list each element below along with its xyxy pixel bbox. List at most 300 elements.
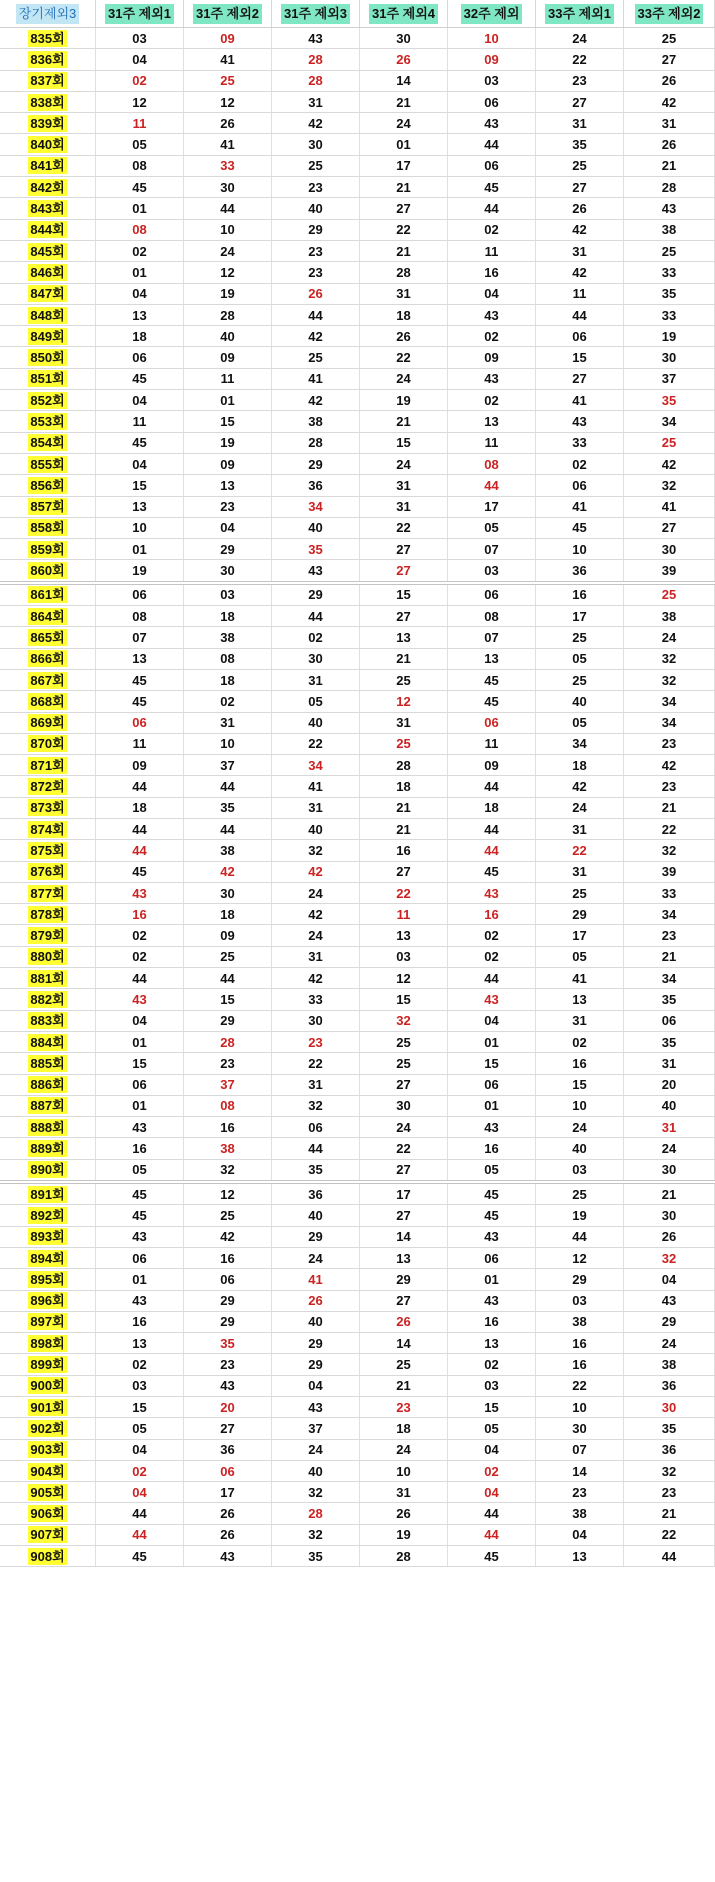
- number-cell: 04: [96, 1011, 184, 1031]
- column-header: [0, 0, 96, 27]
- number-cell: 13: [360, 1248, 448, 1268]
- table-row: [0, 606, 715, 627]
- number-cell: 09: [184, 347, 272, 367]
- number-cell-highlighted: 26: [272, 284, 360, 304]
- number-cell: 30: [272, 1011, 360, 1031]
- number-cell: 38: [624, 606, 715, 626]
- round-cell: [0, 1354, 96, 1374]
- number-cell: 01: [96, 1032, 184, 1052]
- round-cell: [0, 1205, 96, 1225]
- number-cell: 10: [536, 539, 624, 559]
- round-label: 906회: [30, 1506, 65, 1522]
- number-cell: 44: [624, 1546, 715, 1566]
- number-cell-highlighted: 33: [184, 156, 272, 176]
- table-row: [0, 369, 715, 390]
- number-cell: 04: [448, 1011, 536, 1031]
- number-cell: 26: [624, 1227, 715, 1247]
- number-cell: 23: [536, 71, 624, 91]
- number-cell: 06: [96, 347, 184, 367]
- number-cell: 12: [360, 968, 448, 988]
- number-cell: 07: [448, 627, 536, 647]
- number-cell: 43: [624, 1291, 715, 1311]
- round-label: 877회: [30, 885, 65, 901]
- number-cell: 18: [536, 755, 624, 775]
- round-cell: [0, 649, 96, 669]
- number-cell: 23: [272, 262, 360, 282]
- round-label: 852회: [30, 392, 65, 408]
- number-cell: 25: [536, 156, 624, 176]
- table-row: [0, 798, 715, 819]
- number-cell: 40: [272, 713, 360, 733]
- number-cell: 30: [272, 649, 360, 669]
- number-cell: 21: [360, 177, 448, 197]
- number-cell: 24: [360, 369, 448, 389]
- number-cell-highlighted: 37: [184, 1075, 272, 1095]
- table-row: [0, 585, 715, 606]
- number-cell: 29: [272, 1333, 360, 1353]
- table-row: [0, 691, 715, 712]
- table-row: [0, 92, 715, 113]
- number-cell: 30: [184, 177, 272, 197]
- number-cell: 27: [360, 1160, 448, 1180]
- round-cell: [0, 198, 96, 218]
- number-cell: 06: [448, 92, 536, 112]
- number-cell: 45: [448, 670, 536, 690]
- round-cell: [0, 776, 96, 796]
- round-cell: [0, 904, 96, 924]
- round-label: 838회: [30, 94, 65, 110]
- number-cell: 26: [360, 326, 448, 346]
- number-cell: 18: [184, 904, 272, 924]
- number-cell: 27: [360, 1291, 448, 1311]
- number-cell: 16: [96, 1138, 184, 1158]
- number-cell: 01: [448, 1096, 536, 1116]
- number-cell: 44: [96, 968, 184, 988]
- number-cell: 09: [448, 347, 536, 367]
- number-cell: 02: [536, 454, 624, 474]
- number-cell-highlighted: 02: [96, 71, 184, 91]
- round-cell: [0, 284, 96, 304]
- number-cell: 45: [448, 177, 536, 197]
- number-cell: 44: [272, 1138, 360, 1158]
- number-cell: 19: [360, 1525, 448, 1545]
- number-cell: 43: [448, 1227, 536, 1247]
- column-header: [448, 0, 536, 27]
- number-cell: 05: [536, 713, 624, 733]
- number-cell: 13: [536, 1546, 624, 1566]
- number-cell: 40: [272, 198, 360, 218]
- number-cell-highlighted: 25: [184, 71, 272, 91]
- round-label: 859회: [30, 541, 65, 557]
- round-label: 861회: [30, 587, 65, 603]
- number-cell: 34: [536, 734, 624, 754]
- round-cell: [0, 734, 96, 754]
- number-cell: 24: [536, 1117, 624, 1137]
- table-row: [0, 1333, 715, 1354]
- number-cell: 35: [624, 1418, 715, 1438]
- number-cell-highlighted: 08: [96, 220, 184, 240]
- number-cell: 22: [360, 347, 448, 367]
- number-cell: 26: [536, 198, 624, 218]
- number-cell: 12: [184, 262, 272, 282]
- number-cell: 17: [448, 497, 536, 517]
- round-label: 882회: [30, 992, 65, 1007]
- number-cell: 13: [448, 649, 536, 669]
- number-cell: 05: [96, 1160, 184, 1180]
- number-cell: 05: [448, 518, 536, 538]
- number-cell: 40: [624, 1096, 715, 1116]
- number-cell: 43: [96, 1227, 184, 1247]
- round-label: 883회: [30, 1013, 65, 1029]
- number-cell: 25: [360, 1032, 448, 1052]
- table-row: [0, 134, 715, 155]
- round-label: 841회: [30, 158, 65, 174]
- round-label: 901회: [30, 1399, 65, 1415]
- number-cell: 21: [360, 241, 448, 261]
- number-cell: 18: [184, 606, 272, 626]
- column-header-label: 31주 제외2: [193, 4, 262, 24]
- number-cell: 31: [360, 713, 448, 733]
- number-cell: 26: [360, 1503, 448, 1523]
- number-cell: 31: [360, 497, 448, 517]
- round-cell: [0, 1053, 96, 1073]
- round-label: 854회: [30, 435, 65, 451]
- round-cell: [0, 28, 96, 48]
- round-label: 843회: [30, 201, 65, 217]
- number-cell: 40: [272, 819, 360, 839]
- number-cell: 02: [448, 326, 536, 346]
- number-cell: 36: [184, 1440, 272, 1460]
- number-cell: 15: [184, 989, 272, 1009]
- number-cell: 21: [360, 649, 448, 669]
- number-cell: 39: [624, 560, 715, 580]
- table-row: [0, 347, 715, 368]
- number-cell: 15: [96, 1397, 184, 1417]
- round-label: 860회: [30, 563, 65, 579]
- number-cell: 13: [96, 649, 184, 669]
- number-cell: 16: [448, 262, 536, 282]
- round-label: 905회: [30, 1484, 65, 1500]
- number-cell-highlighted: 06: [96, 713, 184, 733]
- number-cell: 25: [536, 670, 624, 690]
- number-cell: 44: [96, 819, 184, 839]
- number-cell: 25: [272, 347, 360, 367]
- number-cell-highlighted: 26: [360, 1312, 448, 1332]
- round-label: 893회: [30, 1229, 65, 1245]
- table-row: [0, 156, 715, 177]
- number-cell-highlighted: 27: [360, 560, 448, 580]
- number-cell: 36: [624, 1376, 715, 1396]
- number-cell: 21: [624, 1503, 715, 1523]
- number-cell: 04: [448, 284, 536, 304]
- number-cell: 15: [360, 433, 448, 453]
- round-cell: [0, 518, 96, 538]
- number-cell: 36: [536, 560, 624, 580]
- number-cell-highlighted: 08: [184, 1096, 272, 1116]
- number-cell: 15: [536, 347, 624, 367]
- number-cell: 24: [536, 798, 624, 818]
- number-cell: 37: [184, 755, 272, 775]
- number-cell: 02: [272, 627, 360, 647]
- number-cell: 37: [624, 369, 715, 389]
- round-cell: [0, 798, 96, 818]
- number-cell: 06: [448, 1248, 536, 1268]
- table-row: [0, 819, 715, 840]
- number-cell: 42: [272, 326, 360, 346]
- number-cell: 03: [184, 585, 272, 605]
- number-cell: 18: [184, 670, 272, 690]
- table-row: [0, 883, 715, 904]
- number-cell-highlighted: 43: [96, 883, 184, 903]
- number-cell: 12: [184, 92, 272, 112]
- table-row: [0, 734, 715, 755]
- number-cell: 29: [360, 1269, 448, 1289]
- number-cell: 44: [448, 819, 536, 839]
- number-cell: 45: [448, 1546, 536, 1566]
- round-label: 856회: [30, 477, 65, 493]
- round-label: 851회: [30, 371, 65, 387]
- number-cell: 43: [448, 1291, 536, 1311]
- round-label: 907회: [30, 1527, 65, 1543]
- number-cell: 32: [272, 840, 360, 860]
- table-row: [0, 968, 715, 989]
- number-cell: 19: [184, 433, 272, 453]
- number-cell: 43: [96, 1291, 184, 1311]
- number-cell: 22: [624, 819, 715, 839]
- number-cell: 30: [360, 1096, 448, 1116]
- number-cell: 44: [184, 198, 272, 218]
- round-cell: [0, 1397, 96, 1417]
- number-cell-highlighted: 16: [96, 904, 184, 924]
- number-cell: 01: [96, 198, 184, 218]
- number-cell: 12: [184, 1184, 272, 1204]
- number-cell: 02: [96, 925, 184, 945]
- round-label: 857회: [30, 499, 65, 515]
- round-label: 885회: [30, 1055, 65, 1071]
- table-row: [0, 1482, 715, 1503]
- number-cell-highlighted: 11: [360, 904, 448, 924]
- number-cell: 08: [184, 649, 272, 669]
- table-row: [0, 305, 715, 326]
- round-cell: [0, 369, 96, 389]
- round-label: 869회: [30, 715, 65, 731]
- round-label: 849회: [30, 328, 65, 344]
- number-cell-highlighted: 26: [272, 1291, 360, 1311]
- number-cell-highlighted: 34: [272, 497, 360, 517]
- number-cell: 04: [624, 1269, 715, 1289]
- number-cell: 41: [272, 369, 360, 389]
- round-cell: [0, 262, 96, 282]
- table-row: [0, 862, 715, 883]
- number-cell: 07: [536, 1440, 624, 1460]
- number-cell: 41: [624, 497, 715, 517]
- round-cell: [0, 177, 96, 197]
- number-cell: 04: [272, 1376, 360, 1396]
- table-row: [0, 1546, 715, 1567]
- round-label: 887회: [30, 1098, 65, 1114]
- number-cell-highlighted: 11: [96, 113, 184, 133]
- number-cell-highlighted: 44: [448, 840, 536, 860]
- table-row: [0, 1138, 715, 1159]
- number-cell: 37: [272, 1418, 360, 1438]
- number-cell: 01: [360, 134, 448, 154]
- number-cell: 03: [536, 1291, 624, 1311]
- number-cell: 30: [624, 1205, 715, 1225]
- round-cell: [0, 241, 96, 261]
- number-cell-highlighted: 32: [360, 1011, 448, 1031]
- number-cell: 39: [624, 862, 715, 882]
- number-cell: 34: [624, 411, 715, 431]
- number-cell-highlighted: 25: [360, 734, 448, 754]
- round-cell: [0, 71, 96, 91]
- number-cell: 32: [624, 649, 715, 669]
- number-cell-highlighted: 35: [272, 539, 360, 559]
- round-label: 840회: [30, 137, 65, 153]
- number-cell: 24: [624, 1333, 715, 1353]
- number-cell: 42: [272, 904, 360, 924]
- column-header: [96, 0, 184, 27]
- number-cell-highlighted: 41: [272, 1269, 360, 1289]
- table-row: [0, 925, 715, 946]
- number-cell: 43: [184, 1376, 272, 1396]
- number-cell-highlighted: 06: [184, 1461, 272, 1481]
- number-cell: 26: [624, 71, 715, 91]
- round-cell: [0, 1075, 96, 1095]
- number-cell: 30: [184, 560, 272, 580]
- round-cell: [0, 92, 96, 112]
- number-cell: 44: [448, 968, 536, 988]
- number-cell: 29: [272, 1227, 360, 1247]
- number-cell: 22: [272, 1053, 360, 1073]
- number-cell: 44: [448, 134, 536, 154]
- round-cell: [0, 1503, 96, 1523]
- number-cell: 13: [96, 305, 184, 325]
- number-cell-highlighted: 43: [448, 989, 536, 1009]
- number-cell: 31: [184, 713, 272, 733]
- number-cell: 06: [448, 585, 536, 605]
- number-cell-highlighted: 31: [624, 1117, 715, 1137]
- number-cell: 06: [96, 585, 184, 605]
- number-cell: 25: [360, 1354, 448, 1374]
- number-cell: 02: [536, 1032, 624, 1052]
- table-row: [0, 627, 715, 648]
- number-cell-highlighted: 35: [184, 1333, 272, 1353]
- number-cell: 28: [624, 177, 715, 197]
- number-cell: 10: [536, 1397, 624, 1417]
- number-cell: 07: [96, 627, 184, 647]
- number-cell: 41: [184, 49, 272, 69]
- round-cell: [0, 755, 96, 775]
- number-cell: 05: [272, 691, 360, 711]
- table-row: [0, 1011, 715, 1032]
- table-row: [0, 1525, 715, 1546]
- column-header-label: 32주 제외: [461, 4, 523, 24]
- number-cell: 23: [272, 177, 360, 197]
- number-cell: 45: [96, 670, 184, 690]
- round-cell: [0, 305, 96, 325]
- number-cell: 30: [624, 347, 715, 367]
- number-cell: 38: [536, 1503, 624, 1523]
- round-label: 884회: [30, 1034, 65, 1050]
- number-cell: 16: [536, 1354, 624, 1374]
- number-cell: 03: [448, 71, 536, 91]
- round-label: 867회: [30, 672, 65, 688]
- number-cell: 10: [96, 518, 184, 538]
- round-cell: [0, 925, 96, 945]
- number-cell: 38: [272, 411, 360, 431]
- number-cell: 42: [536, 220, 624, 240]
- table-row: [0, 198, 715, 219]
- number-cell: 22: [272, 734, 360, 754]
- number-cell: 26: [624, 134, 715, 154]
- round-cell: [0, 1160, 96, 1180]
- number-cell: 16: [448, 1312, 536, 1332]
- number-cell: 29: [272, 585, 360, 605]
- round-label: 850회: [30, 350, 65, 366]
- column-header-label: 31주 제외4: [369, 4, 438, 24]
- number-cell: 27: [536, 177, 624, 197]
- round-label: 891회: [30, 1186, 65, 1202]
- number-cell: 42: [536, 262, 624, 282]
- number-cell: 02: [448, 390, 536, 410]
- number-cell: 33: [624, 262, 715, 282]
- number-cell: 02: [448, 947, 536, 967]
- number-cell: 42: [624, 755, 715, 775]
- number-cell: 01: [184, 390, 272, 410]
- round-label: 894회: [30, 1250, 65, 1266]
- round-cell: [0, 713, 96, 733]
- round-cell: [0, 1032, 96, 1052]
- number-cell: 04: [96, 1440, 184, 1460]
- number-cell-highlighted: 06: [448, 713, 536, 733]
- number-cell: 17: [536, 925, 624, 945]
- number-cell: 21: [624, 947, 715, 967]
- table-row: [0, 433, 715, 454]
- round-label: 892회: [30, 1207, 65, 1223]
- round-cell: [0, 497, 96, 517]
- number-cell: 21: [360, 1376, 448, 1396]
- number-cell: 05: [536, 947, 624, 967]
- number-cell: 15: [96, 1053, 184, 1073]
- number-cell: 45: [448, 1205, 536, 1225]
- number-cell: 23: [272, 241, 360, 261]
- number-cell: 41: [536, 968, 624, 988]
- number-cell: 43: [448, 305, 536, 325]
- number-cell: 38: [624, 220, 715, 240]
- round-label: 842회: [30, 179, 65, 195]
- number-cell-highlighted: 23: [272, 1032, 360, 1052]
- round-label: 880회: [30, 949, 65, 965]
- round-label: 853회: [30, 413, 65, 429]
- number-cell: 24: [360, 454, 448, 474]
- number-cell: 08: [448, 606, 536, 626]
- number-cell-highlighted: 30: [624, 1397, 715, 1417]
- number-cell: 32: [624, 840, 715, 860]
- number-cell: 19: [184, 284, 272, 304]
- number-cell: 32: [624, 670, 715, 690]
- number-cell: 04: [96, 49, 184, 69]
- round-label: 848회: [30, 307, 65, 323]
- number-cell: 32: [272, 1482, 360, 1502]
- number-cell: 43: [624, 198, 715, 218]
- number-cell: 11: [448, 241, 536, 261]
- number-cell: 44: [96, 776, 184, 796]
- number-cell: 27: [360, 539, 448, 559]
- number-cell: 36: [624, 1440, 715, 1460]
- number-cell: 06: [272, 1117, 360, 1137]
- number-cell: 41: [184, 134, 272, 154]
- number-cell: 29: [272, 220, 360, 240]
